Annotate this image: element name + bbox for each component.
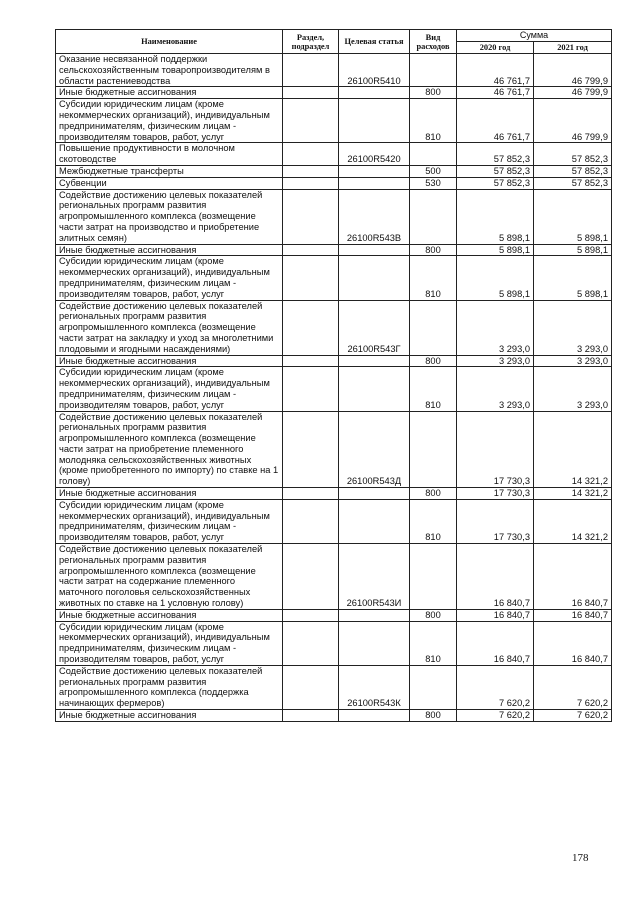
cell-type: 810 bbox=[410, 99, 457, 143]
header-sum: Сумма bbox=[457, 30, 612, 42]
cell-2020: 3 293,0 bbox=[457, 367, 534, 411]
cell-2021: 57 852,3 bbox=[534, 143, 612, 166]
cell-section bbox=[283, 665, 339, 709]
cell-2020: 46 761,7 bbox=[457, 54, 534, 87]
cell-name: Субсидии юридическим лицам (кроме некоммерческих организаций), индивидуальным предпринимателям, физическим лицам - производителям товаров, работ, услуг bbox=[56, 99, 283, 143]
cell-name: Субсидии юридическим лицам (кроме некоммерческих организаций), индивидуальным предпринимателям, физическим лицам - производителям товаров, работ, услуг bbox=[56, 499, 283, 543]
cell-type bbox=[410, 300, 457, 355]
table-row bbox=[56, 165, 612, 177]
cell-target bbox=[339, 609, 410, 621]
cell-target: 26100R543К bbox=[339, 665, 410, 709]
cell-target: 26100R543И bbox=[339, 544, 410, 610]
budget-table bbox=[55, 29, 612, 722]
cell-type bbox=[410, 544, 457, 610]
cell-target bbox=[339, 499, 410, 543]
cell-2021: 5 898,1 bbox=[534, 244, 612, 256]
page-number: 178 bbox=[572, 852, 589, 864]
cell-name: Иные бюджетные ассигнования bbox=[56, 244, 283, 256]
header-target: Целевая статья bbox=[339, 30, 410, 54]
cell-2021: 57 852,3 bbox=[534, 165, 612, 177]
cell-type bbox=[410, 411, 457, 488]
cell-2020: 46 761,7 bbox=[457, 87, 534, 99]
cell-2020: 16 840,7 bbox=[457, 609, 534, 621]
cell-section bbox=[283, 177, 339, 189]
cell-type bbox=[410, 189, 457, 244]
table-row bbox=[56, 87, 612, 99]
cell-2021: 57 852,3 bbox=[534, 177, 612, 189]
header-section: Раздел, подраздел bbox=[283, 30, 339, 54]
cell-name: Субсидии юридическим лицам (кроме некоммерческих организаций), индивидуальным предпринимателям, физическим лицам - производителям товаров, работ, услуг bbox=[56, 367, 283, 411]
cell-name: Межбюджетные трансферты bbox=[56, 165, 283, 177]
cell-2021: 7 620,2 bbox=[534, 665, 612, 709]
table-row bbox=[56, 99, 612, 143]
cell-2020: 5 898,1 bbox=[457, 244, 534, 256]
table-row bbox=[56, 710, 612, 722]
cell-type bbox=[410, 54, 457, 87]
cell-type: 800 bbox=[410, 355, 457, 367]
cell-2021: 46 799,9 bbox=[534, 87, 612, 99]
cell-2020: 5 898,1 bbox=[457, 189, 534, 244]
cell-name: Содействие достижению целевых показателей региональных программ развития агропромышленного комплекса (возмещение части затрат на приобретение племенного молодняка сельскохозяйственных животных (кроме приобретенного по импорту) по ставке на 1 голову) bbox=[56, 411, 283, 488]
cell-section bbox=[283, 99, 339, 143]
cell-2021: 14 321,2 bbox=[534, 411, 612, 488]
cell-name: Содействие достижению целевых показателей региональных программ развития агропромышленного комплекса (возмещение части затрат на закладку и уход за многолетними плодовыми и ягодными насаждениями) bbox=[56, 300, 283, 355]
cell-target bbox=[339, 165, 410, 177]
cell-2020: 7 620,2 bbox=[457, 710, 534, 722]
cell-name: Иные бюджетные ассигнования bbox=[56, 710, 283, 722]
cell-name: Субвенции bbox=[56, 177, 283, 189]
cell-type: 800 bbox=[410, 244, 457, 256]
cell-section bbox=[283, 411, 339, 488]
cell-name: Повышение продуктивности в молочном скотоводстве bbox=[56, 143, 283, 166]
table-row bbox=[56, 355, 612, 367]
cell-type: 810 bbox=[410, 499, 457, 543]
cell-name: Оказание несвязанной поддержки сельскохозяйственным товаропроизводителям в области растениеводства bbox=[56, 54, 283, 87]
table-row bbox=[56, 300, 612, 355]
cell-name: Субсидии юридическим лицам (кроме некоммерческих организаций), индивидуальным предпринимателям, физическим лицам - производителям товаров, работ, услуг bbox=[56, 621, 283, 665]
table-row bbox=[56, 499, 612, 543]
cell-target bbox=[339, 488, 410, 500]
cell-2021: 5 898,1 bbox=[534, 189, 612, 244]
table-row bbox=[56, 488, 612, 500]
cell-2020: 57 852,3 bbox=[457, 177, 534, 189]
table-header-row bbox=[56, 30, 612, 42]
cell-2021: 3 293,0 bbox=[534, 300, 612, 355]
cell-target bbox=[339, 99, 410, 143]
cell-target bbox=[339, 256, 410, 300]
cell-target: 26100R543В bbox=[339, 189, 410, 244]
cell-section bbox=[283, 244, 339, 256]
cell-section bbox=[283, 621, 339, 665]
cell-type: 800 bbox=[410, 488, 457, 500]
cell-target bbox=[339, 355, 410, 367]
cell-target: 26100R5420 bbox=[339, 143, 410, 166]
table-row bbox=[56, 143, 612, 166]
cell-type bbox=[410, 665, 457, 709]
cell-target bbox=[339, 367, 410, 411]
cell-type: 810 bbox=[410, 367, 457, 411]
cell-type: 500 bbox=[410, 165, 457, 177]
cell-2020: 46 761,7 bbox=[457, 99, 534, 143]
cell-section bbox=[283, 300, 339, 355]
cell-2020: 17 730,3 bbox=[457, 411, 534, 488]
cell-2021: 5 898,1 bbox=[534, 256, 612, 300]
cell-target bbox=[339, 87, 410, 99]
cell-2021: 3 293,0 bbox=[534, 367, 612, 411]
cell-type: 810 bbox=[410, 256, 457, 300]
table-row bbox=[56, 177, 612, 189]
cell-2020: 17 730,3 bbox=[457, 488, 534, 500]
cell-2021: 7 620,2 bbox=[534, 710, 612, 722]
cell-name: Иные бюджетные ассигнования bbox=[56, 488, 283, 500]
header-2021: 2021 год bbox=[534, 42, 612, 54]
cell-type: 800 bbox=[410, 710, 457, 722]
cell-2021: 14 321,2 bbox=[534, 488, 612, 500]
cell-section bbox=[283, 256, 339, 300]
cell-name: Субсидии юридическим лицам (кроме некоммерческих организаций), индивидуальным предпринимателям, физическим лицам - производителям товаров, работ, услуг bbox=[56, 256, 283, 300]
cell-2020: 16 840,7 bbox=[457, 544, 534, 610]
cell-2020: 16 840,7 bbox=[457, 621, 534, 665]
table-row bbox=[56, 411, 612, 488]
header-type: Вид расходов bbox=[410, 30, 457, 54]
cell-target: 26100R543Г bbox=[339, 300, 410, 355]
cell-target bbox=[339, 244, 410, 256]
cell-2020: 17 730,3 bbox=[457, 499, 534, 543]
cell-target: 26100R543Д bbox=[339, 411, 410, 488]
cell-section bbox=[283, 609, 339, 621]
cell-section bbox=[283, 54, 339, 87]
cell-2020: 57 852,3 bbox=[457, 143, 534, 166]
cell-type bbox=[410, 143, 457, 166]
cell-section bbox=[283, 87, 339, 99]
cell-section bbox=[283, 189, 339, 244]
cell-name: Содействие достижению целевых показателей региональных программ развития агропромышленного комплекса (возмещение части затрат на производство и приобретение элитных семян) bbox=[56, 189, 283, 244]
cell-type: 810 bbox=[410, 621, 457, 665]
cell-2021: 16 840,7 bbox=[534, 621, 612, 665]
table-row bbox=[56, 189, 612, 244]
cell-section bbox=[283, 710, 339, 722]
table-row bbox=[56, 665, 612, 709]
cell-name: Иные бюджетные ассигнования bbox=[56, 87, 283, 99]
table-row bbox=[56, 544, 612, 610]
cell-type: 800 bbox=[410, 87, 457, 99]
table-row bbox=[56, 367, 612, 411]
cell-section bbox=[283, 165, 339, 177]
table-body bbox=[56, 54, 612, 722]
cell-section bbox=[283, 544, 339, 610]
cell-type: 800 bbox=[410, 609, 457, 621]
cell-2020: 3 293,0 bbox=[457, 300, 534, 355]
cell-target bbox=[339, 621, 410, 665]
cell-2021: 3 293,0 bbox=[534, 355, 612, 367]
cell-name: Иные бюджетные ассигнования bbox=[56, 609, 283, 621]
cell-2020: 57 852,3 bbox=[457, 165, 534, 177]
cell-2020: 7 620,2 bbox=[457, 665, 534, 709]
header-2020: 2020 год bbox=[457, 42, 534, 54]
cell-section bbox=[283, 488, 339, 500]
cell-2021: 16 840,7 bbox=[534, 544, 612, 610]
cell-section bbox=[283, 143, 339, 166]
cell-target bbox=[339, 177, 410, 189]
cell-name: Иные бюджетные ассигнования bbox=[56, 355, 283, 367]
cell-section bbox=[283, 499, 339, 543]
cell-target: 26100R5410 bbox=[339, 54, 410, 87]
cell-type: 530 bbox=[410, 177, 457, 189]
cell-section bbox=[283, 367, 339, 411]
cell-2021: 14 321,2 bbox=[534, 499, 612, 543]
cell-2021: 46 799,9 bbox=[534, 99, 612, 143]
cell-name: Содействие достижению целевых показателей региональных программ развития агропромышленного комплекса (возмещение части затрат на содержание племенного маточного поголовья сельскохозяйственных животных по ставке на 1 условную голову) bbox=[56, 544, 283, 610]
table-row bbox=[56, 621, 612, 665]
cell-2020: 5 898,1 bbox=[457, 256, 534, 300]
table-row bbox=[56, 256, 612, 300]
cell-section bbox=[283, 355, 339, 367]
cell-2020: 3 293,0 bbox=[457, 355, 534, 367]
header-name: Наименование bbox=[56, 30, 283, 54]
table-row bbox=[56, 54, 612, 87]
cell-target bbox=[339, 710, 410, 722]
cell-2021: 46 799,9 bbox=[534, 54, 612, 87]
table-row bbox=[56, 244, 612, 256]
cell-name: Содействие достижению целевых показателей региональных программ развития агропромышленного комплекса (поддержка начинающих фермеров) bbox=[56, 665, 283, 709]
cell-2021: 16 840,7 bbox=[534, 609, 612, 621]
table-row bbox=[56, 609, 612, 621]
